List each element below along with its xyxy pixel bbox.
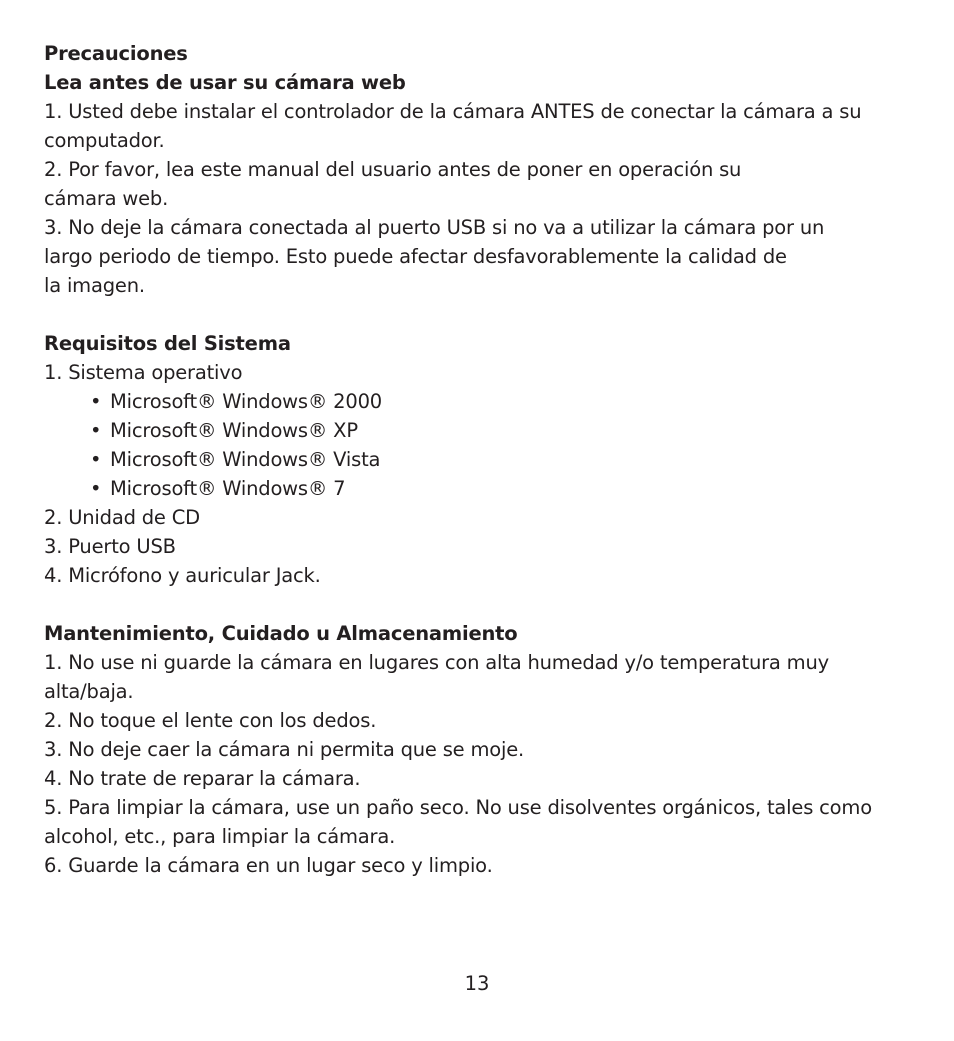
precautions-subtitle: Lea antes de usar su cámara web bbox=[44, 71, 406, 94]
precaution-item-3-line-1: 3. No deje la cámara conectada al puerto USB si no va a utilizar la cámara por un bbox=[44, 216, 825, 239]
bullet-icon: • bbox=[90, 448, 102, 471]
os-name: Microsoft® Windows® 7 bbox=[110, 477, 346, 500]
requirement-item-2: 2. Unidad de CD bbox=[44, 506, 200, 529]
maintenance-item-5: 5. Para limpiar la cámara, use un paño seco. No use disolventes orgánicos, tales como alcohol, etc., para limpiar la cámara. bbox=[44, 796, 872, 848]
maintenance-item-3: 3. No deje caer la cámara ni permita que se moje. bbox=[44, 738, 524, 761]
requirement-item-4: 4. Micrófono y auricular Jack. bbox=[44, 564, 321, 587]
os-list-item bbox=[44, 387, 924, 416]
requirements-title: Requisitos del Sistema bbox=[44, 332, 291, 355]
os-name: Microsoft® Windows® Vista bbox=[110, 448, 381, 471]
precaution-item-1: 1. Usted debe instalar el controlador de la cámara ANTES de conectar la cámara a su computador. bbox=[44, 100, 862, 152]
section-spacer bbox=[44, 300, 924, 329]
precaution-item-2-line-1: 2. Por favor, lea este manual del usuario antes de poner en operación su bbox=[44, 158, 742, 181]
page-number: 13 bbox=[464, 972, 490, 995]
requirement-item-3: 3. Puerto USB bbox=[44, 535, 176, 558]
bullet-icon: • bbox=[90, 390, 102, 413]
os-list-item bbox=[44, 416, 924, 445]
maintenance-item-4: 4. No trate de reparar la cámara. bbox=[44, 767, 361, 790]
os-name: Microsoft® Windows® XP bbox=[110, 419, 358, 442]
precaution-item-3 bbox=[44, 213, 924, 300]
requirements-section bbox=[44, 329, 924, 590]
os-list bbox=[44, 387, 924, 503]
maintenance-item-6: 6. Guarde la cámara en un lugar seco y limpio. bbox=[44, 854, 493, 877]
requirement-os-label: 1. Sistema operativo bbox=[44, 361, 243, 384]
manual-page-content bbox=[44, 39, 924, 880]
maintenance-section bbox=[44, 619, 924, 880]
maintenance-item-2: 2. No toque el lente con los dedos. bbox=[44, 709, 377, 732]
precaution-item-2-line-2: cámara web. bbox=[44, 187, 169, 210]
precautions-section bbox=[44, 39, 924, 300]
maintenance-title: Mantenimiento, Cuidado u Almacenamiento bbox=[44, 622, 518, 645]
section-spacer bbox=[44, 590, 924, 619]
precaution-item-3-line-3: la imagen. bbox=[44, 274, 145, 297]
bullet-icon: • bbox=[90, 419, 102, 442]
bullet-icon: • bbox=[90, 477, 102, 500]
os-name: Microsoft® Windows® 2000 bbox=[110, 390, 383, 413]
precaution-item-3-line-2: largo periodo de tiempo. Esto puede afectar desfavorablemente la calidad de bbox=[44, 245, 787, 268]
os-list-item bbox=[44, 445, 924, 474]
precaution-item-2 bbox=[44, 155, 924, 213]
maintenance-item-1: 1. No use ni guarde la cámara en lugares con alta humedad y/o temperatura muy alta/baja. bbox=[44, 651, 829, 703]
os-list-item bbox=[44, 474, 924, 503]
precautions-title: Precauciones bbox=[44, 42, 188, 65]
